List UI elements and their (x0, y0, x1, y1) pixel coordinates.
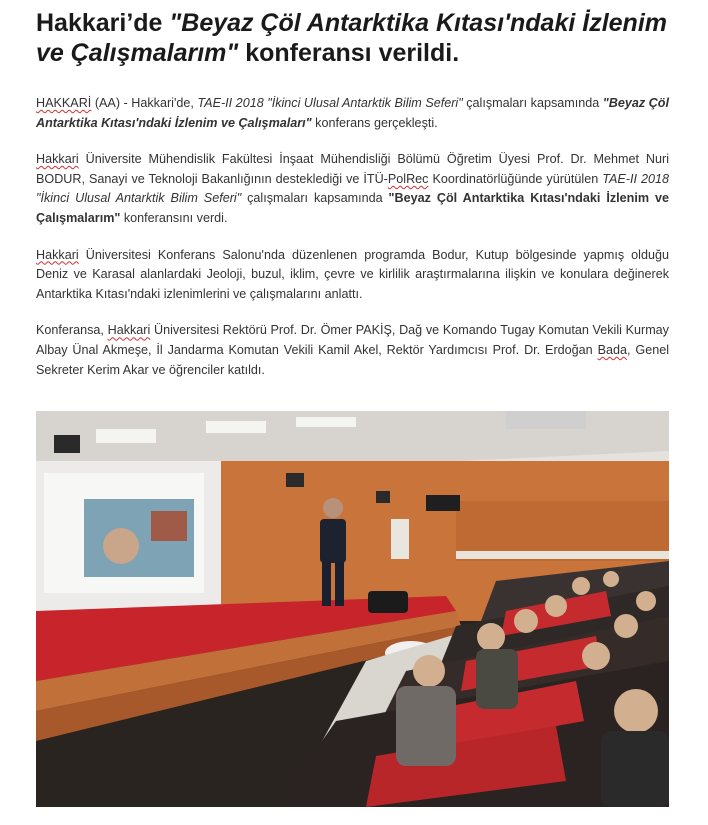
audience-member (476, 649, 518, 709)
speaker-icon (286, 473, 304, 487)
ceiling-light (206, 421, 266, 433)
stage-speaker (368, 591, 408, 613)
conference-photo (36, 411, 669, 807)
paragraph-2: Hakkari Üniversite Mühendislik Fakültesi İnşaat Mühendisliği Bölümü Öğretim Üyesi Prof. Dr. Mehmet Nuri BODUR, Sanayi ve Teknoloji Bakanlığının desteklediği ve İTÜ-PolRec Koordinatörlüğünde yürütülen TAE-II 2018 "İkinci Ulusal Antarktik Bilim Seferi" çalışmaları kapsamında "Beyaz Çöl Antarktika Kıtası'ndaki İzlenim ve Çalışmalarım" konferansını verdi. (36, 152, 669, 225)
speaker-icon (426, 495, 460, 511)
audience-member (601, 731, 669, 807)
speaker-icon (376, 491, 390, 503)
ceiling-light (296, 417, 356, 427)
conference-hall-illustration (36, 411, 669, 807)
title-quote: "Beyaz Çöl Antarktika Kıtası'ndaki İzlenim ve Çalışmalarım" (36, 9, 667, 67)
audience-member (396, 686, 456, 766)
article-title: Hakkari’de "Beyaz Çöl Antarktika Kıtası'ndaki İzlenim ve Çalışmalarım" konferansı verildi. (36, 9, 667, 67)
projector (506, 411, 586, 429)
ceiling-light (96, 429, 156, 443)
paragraph-3: Hakkari Üniversitesi Konferans Salonu'nda düzenlenen programda Bodur, Kutup bölgesinde yapmış olduğu Deniz ve Karasal alanlardaki Jeoloji, buzul, iklim, çevre ve kirlilik araştırmalarına ilişkin ve konulara değinerek Antarktika Kıtası'ndaki izlenimlerini ve çalışmalarını anlattı. (36, 247, 669, 301)
article (36, 8, 669, 380)
paragraph-1: HAKKARİ (AA) - Hakkari'de, TAE-II 2018 "İkinci Ulusal Antarktik Bilim Seferi" çalışmaları kapsamında "Beyaz Çöl Antarktika Kıtası'ndaki İzlenim ve Çalışmaları" konferans gerçekleşti. (36, 96, 669, 130)
paragraph-4: Konferansa, Hakkari Üniversitesi Rektörü Prof. Dr. Ömer PAKİŞ, Dağ ve Komando Tugay Komutan Vekili Kurmay Albay Ünal Akmeşe, İl Jandarma Komutan Vekili Kamil Akel, Rektör Yardımcısı Prof. Dr. Erdoğan Bada, Genel Sekreter Kerim Akar ve öğrenciler katıldı. (36, 323, 670, 377)
door (391, 519, 409, 559)
speaker-icon (54, 435, 80, 453)
